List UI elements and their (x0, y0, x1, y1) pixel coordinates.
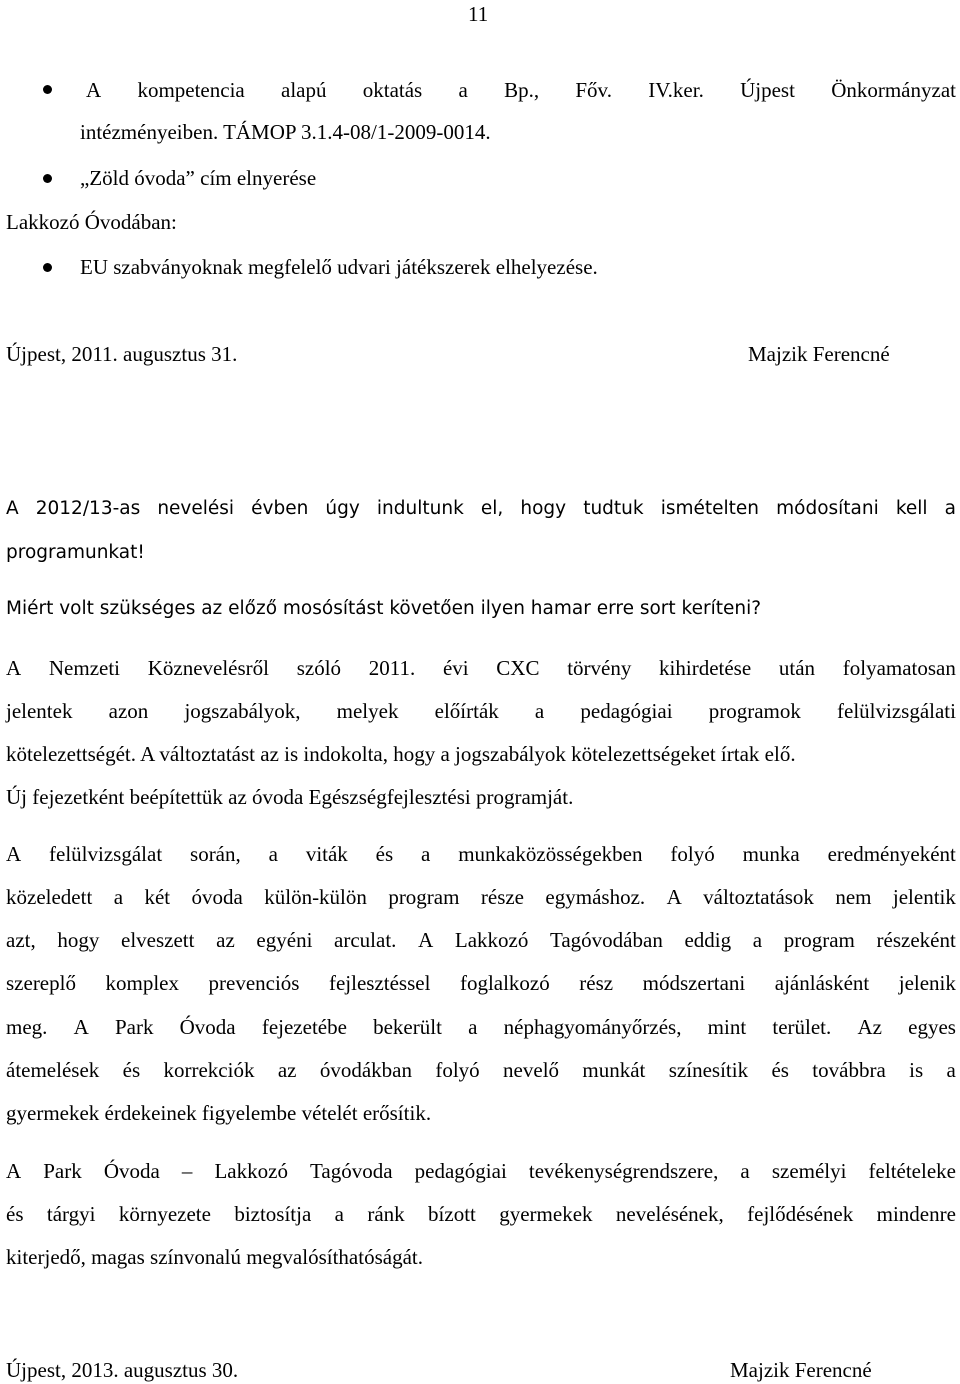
word: kompetencia (137, 78, 245, 102)
word: átemelések (6, 1058, 100, 1082)
word: az (277, 1058, 297, 1082)
word: pedagógiai (414, 1159, 507, 1183)
word: ismételten (660, 498, 760, 519)
word: jogszabályok, (184, 699, 301, 723)
word: eddig (684, 928, 732, 952)
word: felülvizsgálat (49, 842, 163, 866)
word: biztosítja (234, 1202, 312, 1226)
word: folyó (670, 842, 715, 866)
signature-name: Majzik Ferencné (730, 1358, 872, 1382)
word: környezete (118, 1202, 211, 1226)
word: el, (480, 498, 504, 519)
word: A (6, 656, 22, 680)
word: a (458, 78, 468, 102)
word: Bp., (504, 78, 540, 102)
word: és (6, 1202, 24, 1226)
word: Óvoda (179, 1015, 236, 1039)
word: A (6, 498, 19, 519)
word: gyermekek (499, 1202, 593, 1226)
word: bízott (428, 1202, 476, 1226)
word: fejlődésének (747, 1202, 854, 1226)
paragraph-line: Új fejezetként beépítettük az óvoda Egészségfejlesztési programját. (6, 785, 574, 809)
word: Lakkozó (214, 1159, 288, 1183)
word: feltételeke (868, 1159, 956, 1183)
word: és (122, 1058, 141, 1082)
paragraph-line-justified (6, 844, 956, 865)
word: tudtuk (583, 498, 644, 519)
word: IV.ker. (648, 78, 704, 102)
word: programok (708, 699, 801, 723)
paragraph-line: gyermekek érdekeinek figyelembe vételét erősítik. (6, 1101, 432, 1125)
word: fejezetébe (261, 1015, 347, 1039)
word: viták (305, 842, 348, 866)
word: program (388, 885, 460, 909)
word: változtatások (703, 885, 814, 909)
word: melyek (336, 699, 399, 723)
word: hogy (520, 498, 567, 519)
word: jelentek (6, 699, 73, 723)
word: indultunk (376, 498, 464, 519)
word: a (113, 885, 124, 909)
bullet-line: EU szabványoknak megfelelő udvari játékszerek elhelyezése. (80, 255, 598, 279)
word: A (666, 885, 682, 909)
word: arculat. (334, 928, 397, 952)
word: óvodákban (319, 1058, 412, 1082)
word: tevékenységrendszere, (528, 1159, 719, 1183)
word: meg. (6, 1015, 48, 1039)
word: jelentik (892, 885, 956, 909)
word: prevenciós (208, 971, 300, 995)
word: 2012/13-as (35, 498, 141, 519)
word: egyéni (256, 928, 313, 952)
word: CXC (496, 656, 540, 680)
word: foglalkozó (459, 971, 550, 995)
word: jelenik (898, 971, 956, 995)
word: terület. (772, 1015, 832, 1039)
word: munkaközösségekben (458, 842, 643, 866)
word: Az (857, 1015, 882, 1039)
word: ránk (367, 1202, 405, 1226)
paragraph-line: kötelezettségét. A változtatást az is indokolta, hogy a jogszabályok kötelezettségeket írtak elő. (6, 742, 796, 766)
word: nem (835, 885, 872, 909)
bullet-dot (43, 174, 52, 183)
word: a (468, 1015, 478, 1039)
word: közeledett (6, 885, 93, 909)
word: a (334, 1202, 344, 1226)
word: A (86, 78, 102, 102)
paragraph-line-justified (6, 701, 956, 722)
word: az (216, 928, 235, 952)
word: után (778, 656, 816, 680)
word: A (418, 928, 434, 952)
word: folyó (435, 1058, 480, 1082)
word: és (771, 1058, 789, 1082)
word: mindenre (876, 1202, 956, 1226)
word: – (181, 1159, 193, 1183)
section-heading: Lakkozó Óvodában: (6, 210, 177, 234)
word: mint (707, 1015, 747, 1039)
signature-place-date: Újpest, 2013. augusztus 30. (6, 1358, 239, 1382)
word: részeként (876, 928, 956, 952)
word: nevelő (503, 1058, 560, 1082)
paragraph-line-justified (6, 1017, 956, 1038)
word: törvény (567, 656, 632, 680)
word: Óvoda (103, 1159, 160, 1183)
paragraph-line-justified (6, 973, 956, 994)
word: ajánlásként (774, 971, 870, 995)
word: nevelési (157, 498, 235, 519)
word: egymáshoz. (545, 885, 646, 909)
word: előírták (434, 699, 499, 723)
word: szóló (296, 656, 342, 680)
word: felülvizsgálati (837, 699, 956, 723)
word: Önkormányzat (831, 78, 956, 102)
paragraph-line-justified (6, 658, 956, 679)
word: Park (114, 1015, 154, 1039)
word: bekerült (373, 1015, 442, 1039)
word: munkát (582, 1058, 646, 1082)
word: azon (108, 699, 149, 723)
word: óvoda (191, 885, 243, 909)
word: kihirdetése (659, 656, 752, 680)
word: a (752, 928, 763, 952)
word: személyi (771, 1159, 847, 1183)
word: módosítani (776, 498, 879, 519)
signature-place-date: Újpest, 2011. augusztus 31. (6, 342, 238, 366)
word: komplex (105, 971, 179, 995)
word: külön-külön (264, 885, 367, 909)
paragraph-line-justified (6, 930, 956, 951)
bullet-line: „Zöld óvoda” cím elnyerése (80, 166, 317, 190)
question-line: Miért volt szükséges az előző mosósítást követően ilyen hamar erre sort keríteni? (6, 598, 762, 619)
word: Lakkozó (454, 928, 529, 952)
word: Főv. (575, 78, 612, 102)
word: nevelésének, (615, 1202, 724, 1226)
word: során, (190, 842, 241, 866)
word: A (6, 842, 22, 866)
word: azt, (6, 928, 36, 952)
word: A (6, 1159, 22, 1183)
word: rész (579, 971, 614, 995)
word: alapú (281, 78, 327, 102)
paragraph-line-justified (6, 1060, 956, 1081)
word: kell (895, 498, 928, 519)
word: módszertani (642, 971, 746, 995)
word: a (740, 1159, 750, 1183)
paragraph-line: kiterjedő, magas színvonalú megvalósíthatóságát. (6, 1245, 423, 1269)
word: elveszett (121, 928, 195, 952)
word: a (268, 842, 278, 866)
word: is (909, 1058, 924, 1082)
word: egyes (908, 1015, 956, 1039)
word: a (421, 842, 431, 866)
signature-name: Majzik Ferencné (748, 342, 890, 366)
word: Park (43, 1159, 82, 1183)
word: korrekciók (163, 1058, 255, 1082)
word: oktatás (362, 78, 423, 102)
word: évben (251, 498, 309, 519)
word: Nemzeti (48, 656, 121, 680)
word: a (534, 699, 545, 723)
word: színesítik (668, 1058, 749, 1082)
paragraph-line-justified (6, 887, 956, 908)
word: néphagyományőrzés, (503, 1015, 682, 1039)
word: munka (742, 842, 800, 866)
word: és (375, 842, 394, 866)
word: 2011. (368, 656, 416, 680)
word: eredményeként (827, 842, 956, 866)
paragraph-line-justified (6, 1204, 956, 1225)
word: A (73, 1015, 89, 1039)
word: pedagógiai (580, 699, 673, 723)
word: folyamatosan (842, 656, 956, 680)
word: évi (442, 656, 469, 680)
word: a (946, 1058, 956, 1082)
paragraph-line-justified (6, 1161, 956, 1182)
word: része (480, 885, 525, 909)
word: továbbra (812, 1058, 886, 1082)
word: hogy (57, 928, 100, 952)
word: két (144, 885, 171, 909)
bullet-line-justified (86, 80, 956, 101)
bullet-dot (43, 85, 52, 94)
word: tárgyi (46, 1202, 96, 1226)
bullet-dot (43, 263, 52, 272)
word: Tagóvodában (550, 928, 663, 952)
paragraph-line-justified (6, 500, 956, 519)
page-number: 11 (468, 2, 489, 26)
word: program (783, 928, 855, 952)
word: fejlesztéssel (328, 971, 431, 995)
word: Újpest (740, 78, 795, 102)
word: Köznevelésről (147, 656, 270, 680)
word: Tagóvoda (310, 1159, 393, 1183)
word: úgy (325, 498, 360, 519)
word: szereplő (6, 971, 76, 995)
bullet-line: intézményeiben. TÁMOP 3.1.4-08/1-2009-0014. (80, 120, 491, 144)
word: a (944, 498, 956, 519)
paragraph-line: programunkat! (6, 542, 145, 563)
